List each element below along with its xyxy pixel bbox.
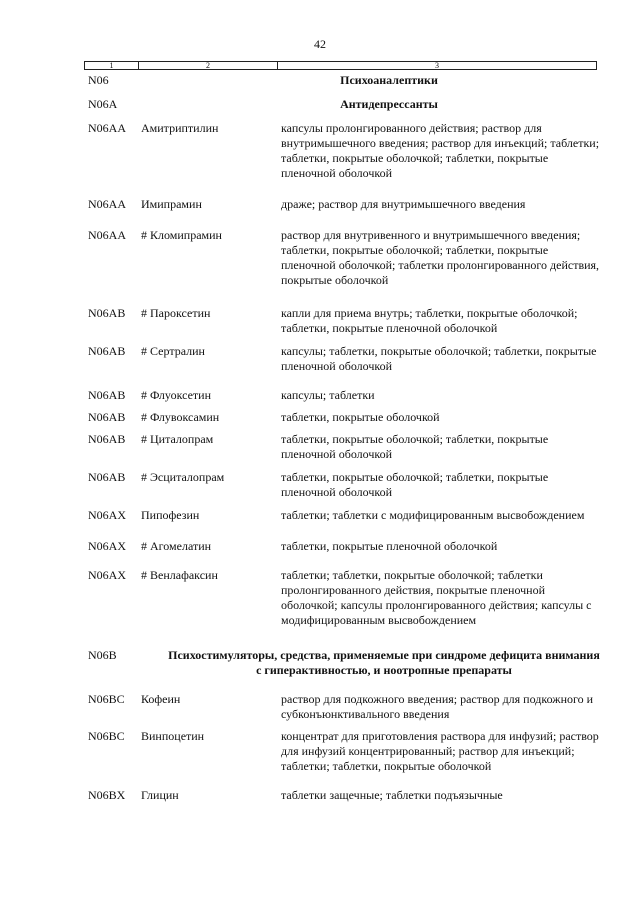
atc-code: N06AB bbox=[88, 306, 126, 320]
group-row bbox=[84, 97, 600, 112]
drug-row bbox=[84, 432, 600, 462]
group-row bbox=[84, 73, 600, 88]
drug-row bbox=[84, 568, 600, 628]
drug-row bbox=[84, 344, 600, 374]
dosage-forms: таблетки; таблетки, покрытые оболочкой; таблетки пролонгированного действия, покрытые пленочной оболочкой; капсулы пролонгированного действия; капсулы с модифицированным высвобождением bbox=[281, 568, 592, 627]
group-row bbox=[84, 648, 600, 678]
atc-code: N06AB bbox=[88, 388, 126, 402]
group-title: Психостимуляторы, средства, применяемые при синдроме дефицита внимания с гиперактивностью, и ноотропные препараты bbox=[168, 648, 600, 677]
drug-row bbox=[84, 228, 600, 288]
drug-row bbox=[84, 410, 600, 425]
atc-code: N06AA bbox=[88, 121, 126, 135]
dosage-forms: таблетки; таблетки с модифицированным высвобождением bbox=[281, 508, 585, 522]
column-number-1: 1 bbox=[85, 62, 139, 69]
dosage-forms: раствор для подкожного введения; раствор для подкожного и субконъюнктивального введения bbox=[281, 692, 594, 721]
dosage-forms: таблетки, покрытые оболочкой; таблетки, покрытые пленочной оболочкой bbox=[281, 470, 549, 499]
drug-name: # Циталопрам bbox=[141, 432, 214, 446]
drug-name: # Пароксетин bbox=[141, 306, 211, 320]
dosage-forms: концентрат для приготовления раствора для инфузий; раствор для инфузий концентрированный; раствор для инъекций; таблетки; таблетки, покрытые оболочкой bbox=[281, 729, 599, 773]
group-title: Антидепрессанты bbox=[340, 97, 438, 111]
drug-row bbox=[84, 729, 600, 774]
drug-row bbox=[84, 788, 600, 803]
drug-name: # Кломипрамин bbox=[141, 228, 222, 242]
column-number-3: 3 bbox=[435, 61, 439, 70]
atc-code: N06AB bbox=[88, 410, 126, 424]
atc-code: N06BC bbox=[88, 692, 125, 706]
column-number-2: 2 bbox=[139, 62, 278, 69]
drug-row bbox=[84, 508, 600, 523]
drug-name: # Агомелатин bbox=[141, 539, 212, 553]
dosage-forms: капсулы; таблетки bbox=[281, 388, 375, 402]
drug-name: # Венлафаксин bbox=[141, 568, 218, 582]
drug-table bbox=[84, 73, 600, 803]
atc-code: N06AX bbox=[88, 568, 126, 582]
atc-code: N06BX bbox=[88, 788, 126, 802]
drug-row bbox=[84, 197, 600, 212]
drug-row bbox=[84, 692, 600, 722]
dosage-forms: раствор для внутривенного и внутримышечного введения; таблетки, покрытые оболочкой; таблетки, покрытые пленочной оболочкой; таблетки пролонгированного действия, покрытые оболочкой bbox=[281, 228, 600, 287]
drug-name: # Флуоксетин bbox=[141, 388, 211, 402]
dosage-forms: таблетки, покрытые оболочкой; таблетки, покрытые пленочной оболочкой bbox=[281, 432, 549, 461]
page-number: 42 bbox=[314, 37, 326, 51]
drug-row bbox=[84, 121, 600, 181]
drug-name: Имипрамин bbox=[141, 197, 202, 211]
dosage-forms: капсулы; таблетки, покрытые оболочкой; таблетки, покрытые пленочной оболочкой bbox=[281, 344, 597, 373]
atc-code: N06AB bbox=[88, 470, 126, 484]
drug-name: # Флувоксамин bbox=[141, 410, 220, 424]
drug-row bbox=[84, 539, 600, 554]
dosage-forms: таблетки, покрытые оболочкой bbox=[281, 410, 440, 424]
atc-code: N06B bbox=[88, 648, 117, 662]
drug-name: Глицин bbox=[141, 788, 179, 802]
dosage-forms: капсулы пролонгированного действия; раствор для внутримышечного введения; раствор для инъекций; таблетки; таблетки, покрытые оболочкой; таблетки, покрытые пленочной оболочкой bbox=[281, 121, 600, 180]
dosage-forms: таблетки, покрытые пленочной оболочкой bbox=[281, 539, 498, 553]
drug-name: # Эсциталопрам bbox=[141, 470, 225, 484]
atc-code: N06A bbox=[88, 97, 118, 111]
atc-code: N06AB bbox=[88, 344, 126, 358]
column-number-header bbox=[84, 61, 597, 70]
group-title: Психоаналептики bbox=[340, 73, 438, 87]
dosage-forms: таблетки защечные; таблетки подъязычные bbox=[281, 788, 503, 802]
atc-code: N06BC bbox=[88, 729, 125, 743]
atc-code: N06AA bbox=[88, 228, 126, 242]
drug-name: Кофеин bbox=[141, 692, 181, 706]
drug-row bbox=[84, 306, 600, 336]
atc-code: N06 bbox=[88, 73, 109, 87]
dosage-forms: драже; раствор для внутримышечного введения bbox=[281, 197, 526, 211]
atc-code: N06AX bbox=[88, 508, 126, 522]
drug-name: Амитриптилин bbox=[141, 121, 219, 135]
drug-name: Пипофезин bbox=[141, 508, 200, 522]
drug-row bbox=[84, 388, 600, 403]
drug-name: # Сертралин bbox=[141, 344, 205, 358]
dosage-forms: капли для приема внутрь; таблетки, покрытые оболочкой; таблетки, покрытые пленочной оболочкой bbox=[281, 306, 578, 335]
atc-code: N06AB bbox=[88, 432, 126, 446]
drug-name: Винпоцетин bbox=[141, 729, 205, 743]
atc-code: N06AX bbox=[88, 539, 126, 553]
drug-row bbox=[84, 470, 600, 500]
atc-code: N06AA bbox=[88, 197, 126, 211]
